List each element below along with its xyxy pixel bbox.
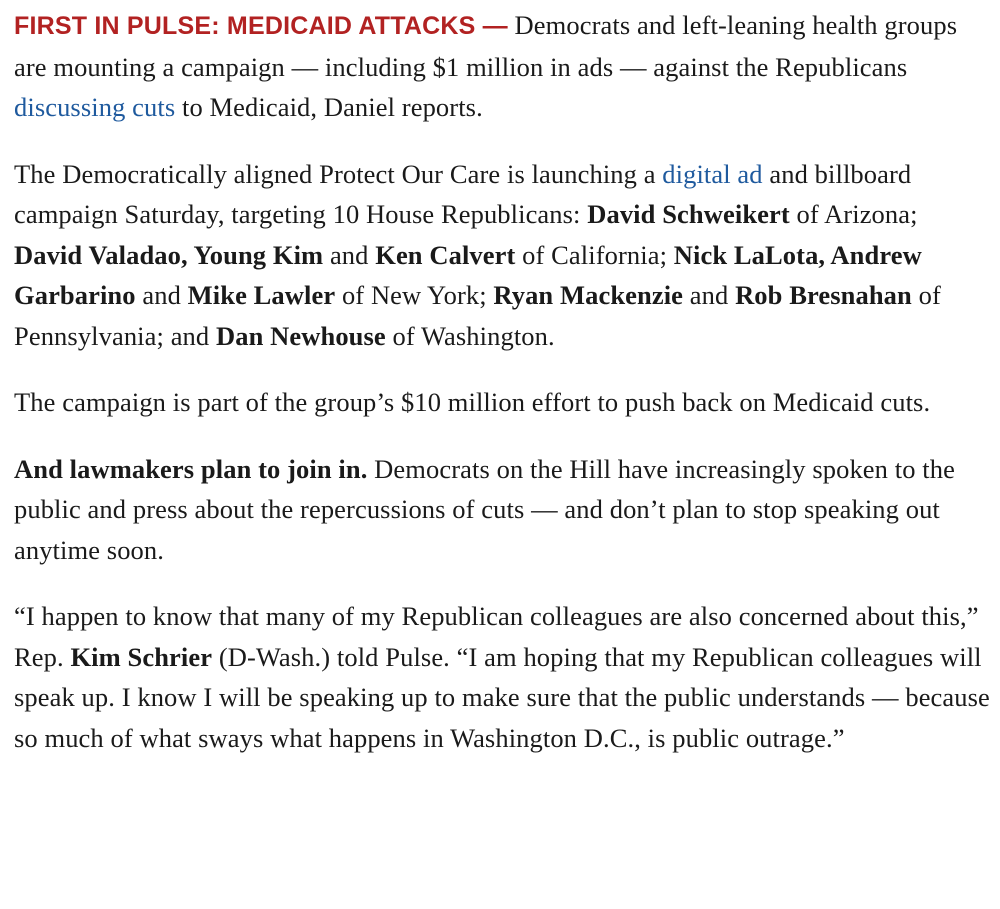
text-span: of New York; bbox=[335, 280, 494, 310]
text-span: The campaign is part of the group’s $10 million effort to push back on Medicaid cuts. bbox=[14, 387, 931, 417]
lawmaker-name: David Valadao, Young Kim bbox=[14, 239, 324, 270]
text-span: of Washington. bbox=[385, 320, 555, 351]
paragraph-quote bbox=[14, 596, 992, 758]
paragraph-lead: And lawmakers plan to join in. bbox=[14, 453, 368, 484]
text-span: and billboard campaign Saturday, targeting 10 House Republicans: bbox=[14, 158, 912, 229]
link-digital-ad[interactable]: digital ad bbox=[662, 158, 763, 189]
lawmaker-name: Rob Bresnahan bbox=[735, 280, 912, 310]
text-span: “I happen to know that many of my Republican colleagues are also concerned about this,” Rep. bbox=[14, 601, 979, 672]
lawmaker-name: Nick LaLota, Andrew Garbarino bbox=[14, 239, 922, 310]
text-span: The Democratically aligned Protect Our Care is launching a bbox=[14, 158, 663, 189]
paragraph-lawmakers bbox=[14, 449, 992, 571]
lawmaker-name: Ryan Mackenzie bbox=[493, 280, 684, 310]
text-span: and bbox=[683, 280, 736, 310]
text-span: of California; bbox=[515, 239, 674, 270]
text-span: Democrats and left-leaning health groups are mounting a campaign — including $1 million in ads — against the Republicans bbox=[14, 10, 958, 82]
lawmaker-name: Ken Calvert bbox=[375, 239, 516, 270]
lawmaker-name: David Schweikert bbox=[587, 199, 790, 229]
paragraph-effort bbox=[14, 382, 992, 423]
text-span: of Arizona; bbox=[789, 199, 918, 229]
section-kicker: FIRST IN PULSE: MEDICAID ATTACKS — bbox=[14, 12, 508, 40]
text-span: to Medicaid, Daniel reports. bbox=[175, 92, 483, 122]
lawmaker-name: Mike Lawler bbox=[187, 280, 336, 310]
paragraph-campaign bbox=[14, 154, 992, 357]
link-discussing-cuts[interactable]: discussing cuts bbox=[14, 92, 176, 122]
text-span: Democrats on the Hill have increasingly spoken to the public and press about the repercussions of cuts — and don’t plan to stop speaking out anytime soon. bbox=[14, 453, 955, 565]
paragraph-intro bbox=[14, 5, 992, 128]
text-span: of Pennsylvania; and bbox=[14, 280, 941, 351]
text-span: and bbox=[135, 280, 188, 310]
text-span: (D-Wash.) told Pulse. “I am hoping that my Republican colleagues will speak up. I know I will be speaking up to make sure that the public understands — because so much of what sways what happens in Washington D.C., is public outrage.” bbox=[14, 641, 990, 753]
text-span: and bbox=[323, 239, 376, 270]
lawmaker-name: Dan Newhouse bbox=[216, 320, 386, 351]
lawmaker-name: Kim Schrier bbox=[70, 641, 213, 672]
